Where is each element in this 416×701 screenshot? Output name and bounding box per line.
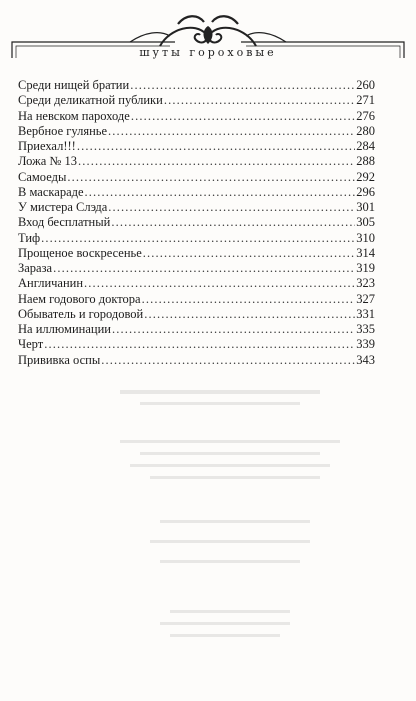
toc-dot-leader bbox=[164, 93, 355, 108]
toc-entry-page: 343 bbox=[356, 352, 375, 367]
toc-dot-leader bbox=[143, 246, 355, 261]
toc-entry bbox=[18, 139, 375, 154]
toc-dot-leader bbox=[108, 124, 355, 139]
toc-entry-title: Среди деликатной публики bbox=[18, 93, 163, 108]
toc-entry-page: 280 bbox=[356, 123, 375, 138]
toc-entry bbox=[18, 124, 375, 139]
toc-entry-page: 335 bbox=[356, 322, 375, 336]
toc-dot-leader bbox=[41, 231, 355, 246]
toc-entry-page: 319 bbox=[356, 261, 375, 275]
toc-dot-leader bbox=[111, 215, 355, 230]
toc-entry-page: 310 bbox=[356, 230, 375, 245]
toc-entry-page: 327 bbox=[356, 291, 375, 306]
toc-entry-title: Зараза bbox=[18, 261, 53, 275]
toc-entry bbox=[18, 154, 375, 169]
toc-entry-title: На невском пароходе bbox=[18, 108, 130, 123]
toc-dot-leader bbox=[108, 200, 355, 215]
toc-dot-leader bbox=[131, 109, 355, 124]
toc-entry bbox=[18, 337, 375, 352]
toc-entry bbox=[18, 78, 375, 93]
toc-entry-title: Вход бесплатный bbox=[18, 215, 111, 230]
toc-entry-title: Среди нищей братии bbox=[18, 78, 130, 92]
toc-dot-leader bbox=[44, 337, 355, 352]
toc-entry-page: 260 bbox=[356, 78, 375, 92]
toc-dot-leader bbox=[77, 139, 355, 154]
toc-dot-leader bbox=[130, 78, 355, 93]
toc-entry-page: 296 bbox=[356, 184, 375, 199]
toc-entry-title: На иллюминации bbox=[18, 322, 111, 336]
toc-entry-title: Англичанин bbox=[18, 276, 84, 291]
toc-dot-leader bbox=[53, 261, 355, 276]
toc-entry bbox=[18, 200, 375, 215]
toc-entry bbox=[18, 231, 375, 246]
toc-dot-leader bbox=[101, 353, 355, 368]
toc-entry-title: Самоеды bbox=[18, 169, 67, 184]
toc-dot-leader bbox=[78, 154, 355, 169]
toc-entry-title: Прощеное воскресенье bbox=[18, 245, 142, 260]
toc-entry bbox=[18, 215, 375, 230]
toc-dot-leader bbox=[84, 276, 355, 291]
toc-entry-title: Приехал!!! bbox=[18, 139, 76, 153]
toc-entry-title: Обыватель и городовой bbox=[18, 306, 144, 321]
toc-entry bbox=[18, 292, 375, 307]
toc-entry-page: 301 bbox=[356, 200, 375, 214]
toc-entry-page: 288 bbox=[356, 154, 375, 169]
toc-entry bbox=[18, 185, 375, 200]
toc-dot-leader bbox=[112, 322, 355, 337]
toc-entry bbox=[18, 246, 375, 261]
table-of-contents bbox=[18, 78, 375, 368]
toc-entry-title: В маскараде bbox=[18, 184, 84, 199]
toc-entry-page: 271 bbox=[356, 93, 375, 108]
toc-entry bbox=[18, 353, 375, 368]
toc-entry-title: Ложа № 13 bbox=[18, 154, 77, 169]
toc-entry-title: Вербное гулянье bbox=[18, 123, 108, 138]
toc-entry-title: Прививка оспы bbox=[18, 352, 101, 367]
toc-entry-title: Черт bbox=[18, 337, 44, 352]
toc-entry-page: 331 bbox=[356, 306, 375, 321]
toc-dot-leader bbox=[85, 185, 356, 200]
toc-entry-page: 339 bbox=[356, 337, 375, 352]
toc-dot-leader bbox=[67, 170, 355, 185]
toc-entry bbox=[18, 93, 375, 108]
toc-entry-page: 305 bbox=[356, 215, 375, 230]
toc-entry-title: У мистера Слэда bbox=[18, 200, 108, 214]
toc-entry bbox=[18, 170, 375, 185]
toc-entry bbox=[18, 109, 375, 124]
toc-entry bbox=[18, 307, 375, 322]
toc-entry-page: 314 bbox=[356, 245, 375, 260]
toc-entry bbox=[18, 276, 375, 291]
running-title: шуты гороховые bbox=[139, 46, 277, 59]
toc-entry-page: 276 bbox=[356, 108, 375, 123]
toc-entry bbox=[18, 322, 375, 337]
toc-entry-page: 323 bbox=[356, 276, 375, 291]
page-header bbox=[0, 0, 416, 80]
toc-entry-title: Наем годового доктора bbox=[18, 291, 141, 306]
toc-dot-leader bbox=[142, 292, 356, 307]
toc-entry-title: Тиф bbox=[18, 230, 41, 245]
toc-entry bbox=[18, 261, 375, 276]
toc-entry-page: 292 bbox=[356, 169, 375, 184]
bleed-through-shadow bbox=[0, 380, 416, 680]
toc-entry-page: 284 bbox=[356, 139, 375, 153]
toc-dot-leader bbox=[144, 307, 355, 322]
